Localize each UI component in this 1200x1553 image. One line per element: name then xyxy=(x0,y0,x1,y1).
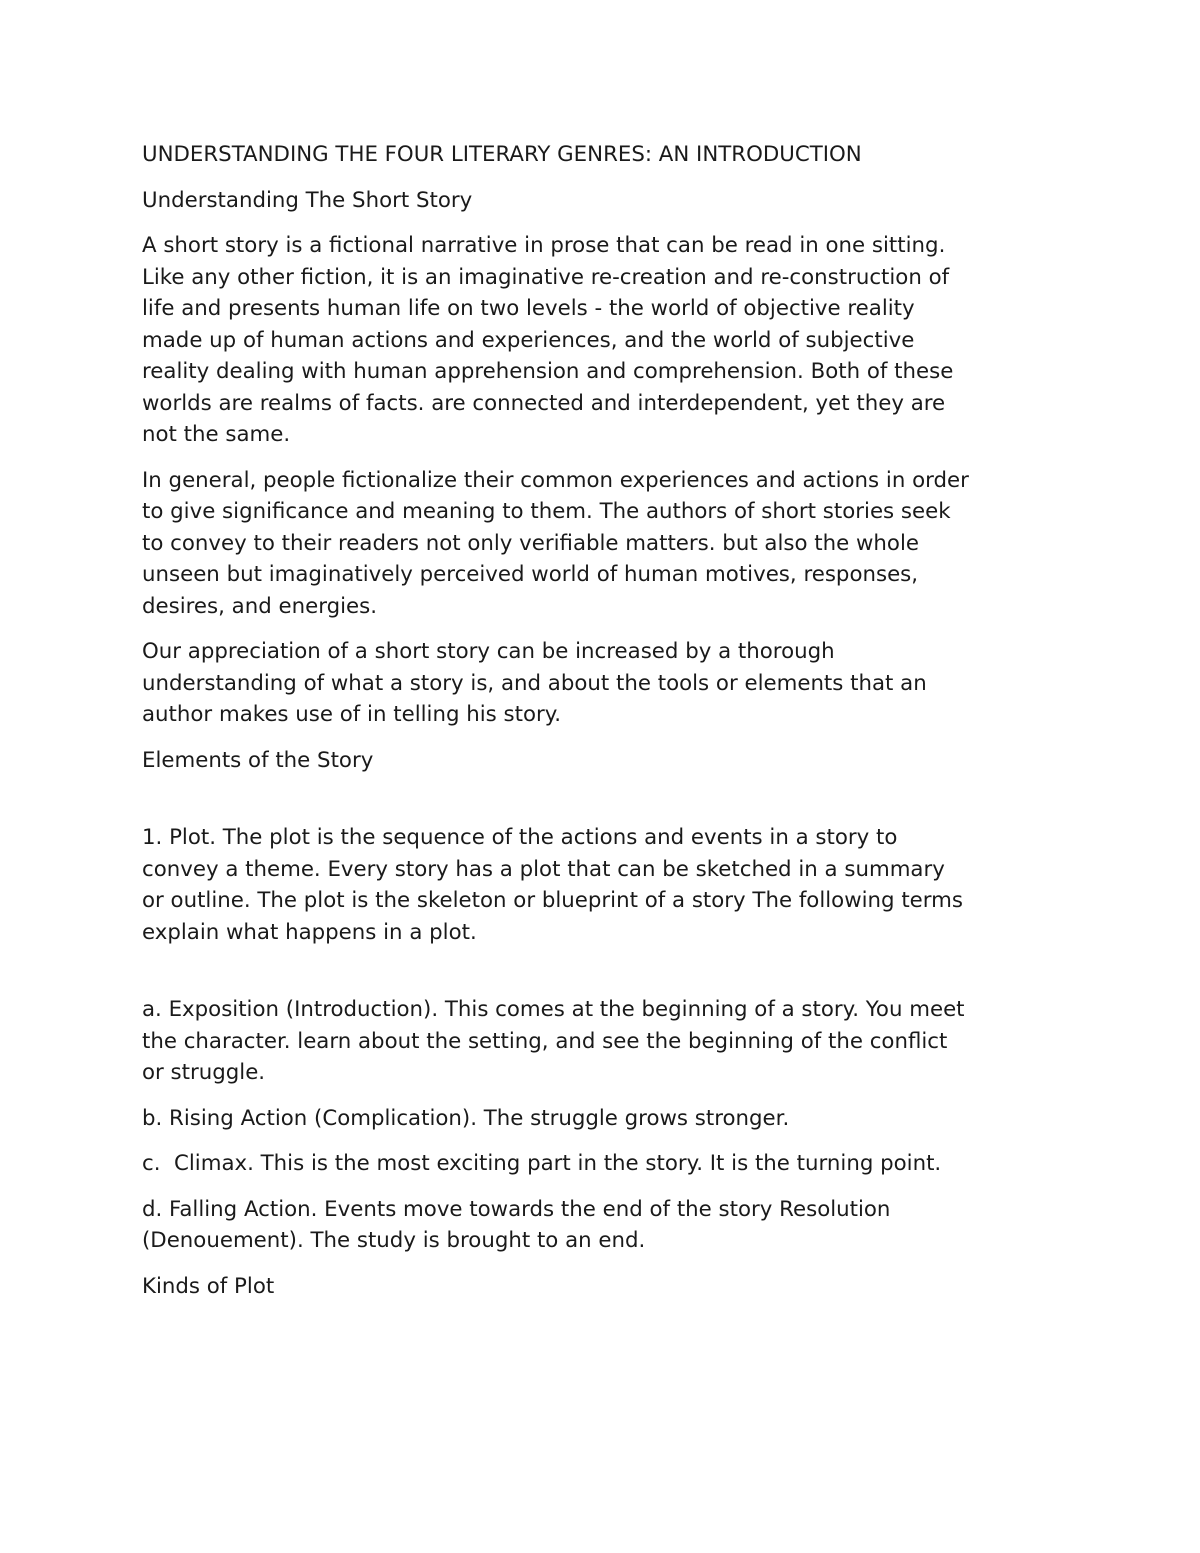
paragraph-definition: A short story is a fictional narrative in prose that can be read in one sitting. Like any other fiction, it is an imaginative re-creation and re-construction of life and presents human life on two levels - the world of objective reality made up of human actions and experiences, and the world of subjective reality dealing with human apprehension and comprehension. Both of these worlds are realms of facts. are connected and interdependent, yet they are not the same. xyxy=(142,233,954,447)
list-item-rising-action: b. Rising Action (Complication). The struggle grows stronger. xyxy=(142,1105,790,1131)
section-heading-elements: Elements of the Story xyxy=(142,747,374,773)
document-title: UNDERSTANDING THE FOUR LITERARY GENRES: AN INTRODUCTION xyxy=(142,142,862,167)
list-item-plot: 1. Plot. The plot is the sequence of the actions and events in a story to convey a theme. Every story has a plot that can be sketched in a summary or outline. The plot is the skeleton or blueprint of a story The following terms explain what happens in a plot. xyxy=(142,825,964,945)
list-item-exposition: a. Exposition (Introduction). This comes at the beginning of a story. You meet the character. learn about the setting, and see the beginning of the conflict or struggle. xyxy=(142,997,965,1085)
section-heading-kinds-of-plot: Kinds of Plot xyxy=(142,1273,275,1299)
paragraph-appreciation: Our appreciation of a short story can be increased by a thorough understanding of what a story is, and about the tools or elements that an author makes use of in telling his story. xyxy=(142,639,927,727)
list-item-falling-action: d. Falling Action. Events move towards the end of the story Resolution (Denouement). The study is brought to an end. xyxy=(142,1196,891,1253)
document-page xyxy=(142,139,1072,1316)
list-item-climax: c. Climax. This is the most exciting part in the story. It is the turning point. xyxy=(142,1151,942,1176)
paragraph-fictionalize: In general, people fictionalize their common experiences and actions in order to give significance and meaning to them. The authors of short stories seek to convey to their readers not only verifiable matters. but also the whole unseen but imaginatively perceived world of human motives, responses, desires, and energies. xyxy=(142,467,969,619)
section-heading-short-story: Understanding The Short Story xyxy=(142,187,473,213)
